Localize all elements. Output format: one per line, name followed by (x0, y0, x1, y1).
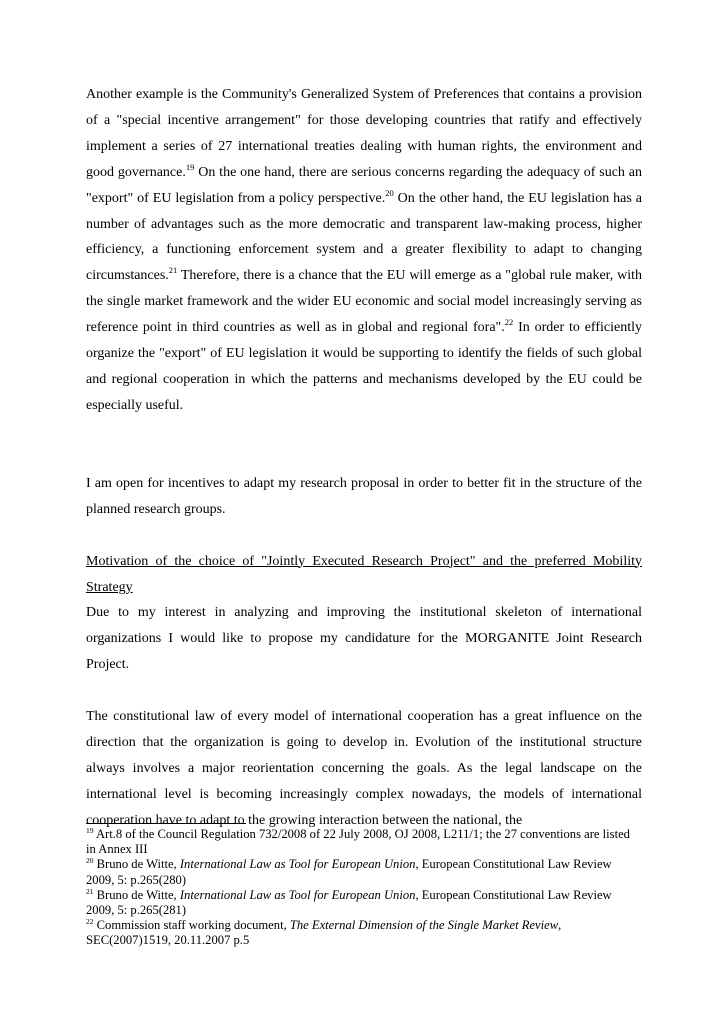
footnotes-section (86, 827, 642, 949)
footnote-text: , SEC(2007)1519, 20.11.2007 p.5 (86, 918, 562, 948)
footnote-ref-21: 21 (168, 265, 178, 276)
paragraph-text: Another example is the Community's Generalized System of Preferences that contains a provision of a "special incentive arrangement" for those developing countries that ratify and effectively implement a series of 27 international treaties dealing with human rights, the environment and good governance. (86, 87, 642, 180)
footnote-ref-22: 22 (504, 317, 514, 328)
paragraph-text: On the other hand, the EU legislation has a number of advantages such as the more democratic and transparent law-making process, higher efficiency, a functioning enforcement system and a greater flexibility to adapt to changing circumstances. (86, 190, 642, 284)
footnote-number: 19 (86, 826, 94, 835)
paragraph-candidature: Due to my interest in analyzing and improving the institutional skeleton of international organizations I would like to propose my candidature for the MORGANITE Joint Research Project. (86, 605, 642, 673)
footnote-text: Bruno de Witte, (93, 887, 180, 902)
footnote-separator (86, 823, 246, 824)
footnote-text: , European Constitutional Law Review 2009, 5: p.265(280) (86, 857, 612, 887)
footnote-22 (86, 918, 642, 948)
footnote-text: Commission staff working document, (93, 918, 290, 933)
footnote-title: International Law as Tool for European Union (179, 857, 416, 872)
footnote-19 (86, 827, 642, 857)
footnote-text: , European Constitutional Law Review 2009, 5: p.265(281) (86, 887, 612, 918)
footnote-number: 22 (86, 917, 94, 927)
section-heading-motivation: Motivation of the choice of "Jointly Executed Research Project" and the preferred Mobility Strategy (86, 553, 642, 595)
paragraph-open-for-incentives: I am open for incentives to adapt my research proposal in order to better fit in the structure of the planned research groups. (86, 475, 642, 517)
footnote-number: 21 (86, 886, 94, 896)
paragraph-text: In order to efficiently organize the "export" of EU legislation it would be supporting to identify the fields of such global and regional cooperation in which the patterns and mechanisms developed by the EU could be especially useful. (86, 320, 642, 413)
footnote-title: The External Dimension of the Single Market Review (289, 918, 559, 933)
spacer (86, 523, 642, 549)
footnote-number: 20 (86, 856, 94, 866)
spacer (86, 678, 642, 704)
paragraph-text: Therefore, there is a chance that the EU will emerge as a "global rule maker, with the single market framework and the wider EU economic and social model increasingly serving as reference point in third countries as well as in global and regional fora". (86, 268, 642, 336)
footnote-text: Bruno de Witte, (93, 857, 180, 872)
paragraph-constitutional-law: The constitutional law of every model of international cooperation has a great influence on the direction that the organization is going to develop in. Evolution of the institutional structure always involves a major reorientation concerning the goals. As the legal landscape on the international level is becoming increasingly complex nowadays, the models of international cooperation have to adapt to the growing interaction between the national, the (86, 709, 642, 828)
spacer (86, 419, 642, 471)
footnote-ref-19: 19 (185, 161, 195, 172)
footnote-21 (86, 888, 642, 918)
document-page (86, 82, 642, 834)
footnote-20 (86, 857, 642, 887)
footnote-title: International Law as Tool for European Union (179, 887, 416, 902)
paragraph-gsp-example (86, 82, 642, 419)
paragraph-text: On the one hand, there are serious concerns regarding the adequacy of such an "export" of EU legislation from a policy perspective. (86, 164, 642, 206)
footnote-text: Art.8 of the Council Regulation 732/2008 of 22 July 2008, OJ 2008, L211/1; the 27 conventions are listed in Annex III (86, 827, 630, 857)
footnote-ref-20: 20 (385, 187, 394, 198)
